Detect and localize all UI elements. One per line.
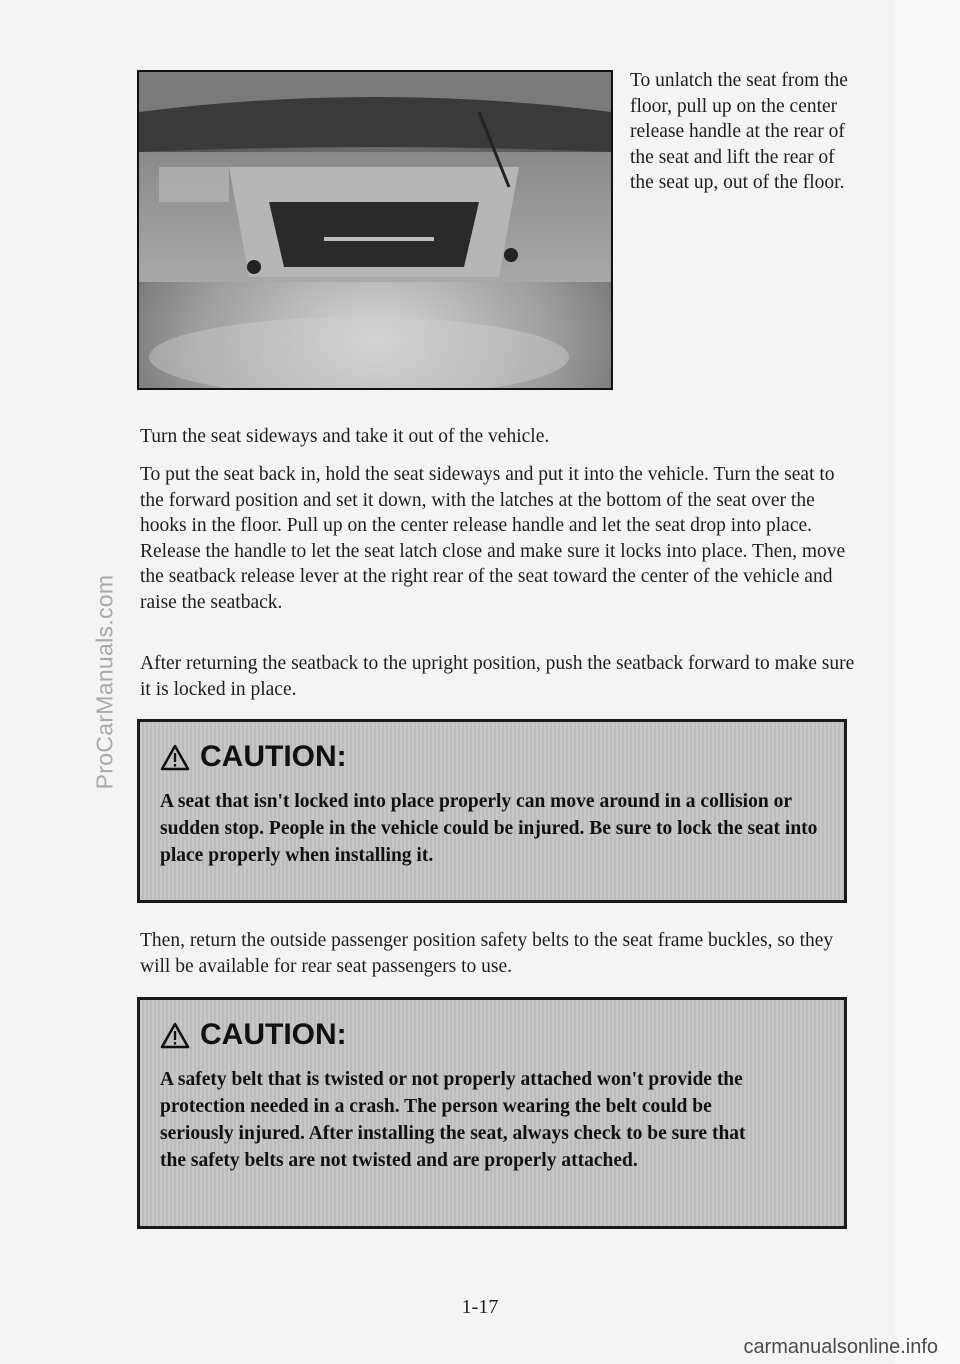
warning-triangle-icon [160,1022,190,1049]
page-edge [895,0,960,1364]
footer-watermark: carmanualsonline.info [743,1336,938,1358]
caution-text: A safety belt that is twisted or not properly attached won't provide the protection needed in a crash. The person wearing the belt could be seriously injured. After installing the seat, always check to be sure that the safety belts are not twisted and are properly attached. [160,1069,746,1171]
page-number: 1-17 [461,1296,499,1318]
caution-heading [160,1018,822,1052]
photo-illustration [139,72,611,388]
seat-release-handle-photo [137,70,613,390]
caution-text: A seat that isn't locked into place properly can move around in a collision or sudden stop. People in the vehicle could be injured. Be sure to lock the seat into place properly when installing it. [160,791,818,866]
paragraph-remove-seat: Turn the seat sideways and take it out of the vehicle. [140,426,550,447]
paragraph-check-seatback: After returning the seatback to the upright position, push the seatback forward to make sure it is locked in place. [140,653,855,700]
caution-heading-text: CAUTION: [200,740,347,773]
caution-box-seat-lock [137,719,847,903]
unlatch-instructions: To unlatch the seat from the floor, pull up on the center release handle at the rear of the seat and lift the rear of the seat up, out of the floor. [630,70,848,193]
caution-box-safety-belt [137,997,847,1229]
caution-heading [160,740,822,774]
warning-triangle-icon [160,744,190,771]
paragraph-reinstall-seat: To put the seat back in, hold the seat sideways and put it into the vehicle. Turn the seat to the forward position and set it down, with the latches at the bottom of the seat over the hooks in the floor. Pull up on the center release handle and let the seat drop into place. Release the handle to let the seat latch close and make sure it locks into place. Then, move the seatback release lever at the right rear of the seat toward the center of the vehicle and raise the seatback. [140,464,846,613]
paragraph-return-belts: Then, return the outside passenger position safety belts to the seat frame buckles, so they will be available for rear seat passengers to use. [140,930,834,977]
caution-heading-text: CAUTION: [200,1018,347,1051]
side-watermark: ProCarManuals.com [91,574,118,790]
